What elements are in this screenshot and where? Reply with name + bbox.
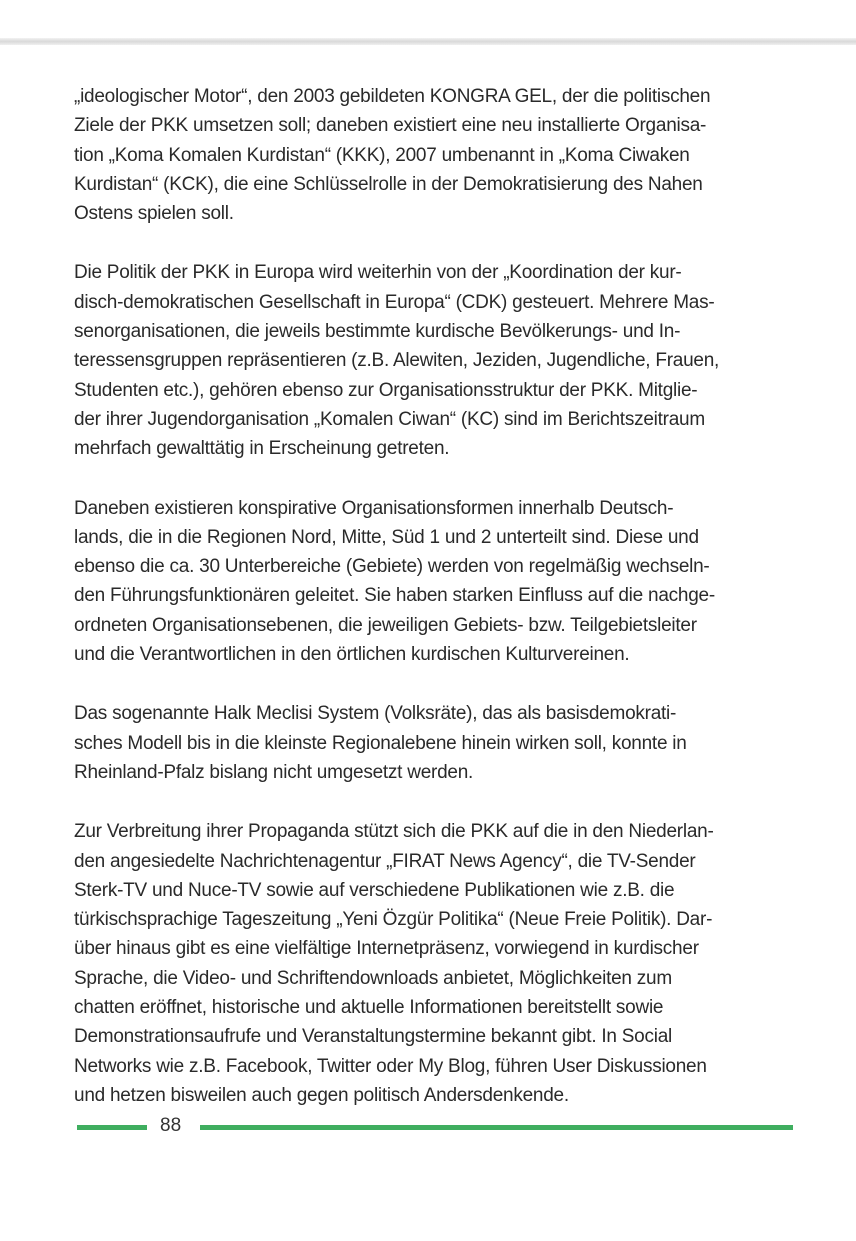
text-line: „ideologischer Motor“, den 2003 gebildeten KONGRA GEL, der die politischen [74,86,711,107]
text-line: Sterk-TV und Nuce-TV sowie auf verschiedene Publikationen wie z.B. die [74,879,675,901]
page-body [74,82,794,1140]
text-line: Die Politik der PKK in Europa wird weiterhin von der „Koordination der kur- [74,262,682,284]
text-line: Studenten etc.), gehören ebenso zur Organisationsstruktur der PKK. Mitglie- [74,379,698,401]
footer-accent-bar-left [77,1125,147,1130]
text-line: mehrfach gewalttätig in Erscheinung getreten. [74,438,450,460]
text-line: sches Modell bis in die kleinste Regionalebene hinein wirken soll, konnte in [74,732,687,754]
footer-accent-bar-right [200,1125,793,1130]
text-line: und die Verantwortlichen in den örtlichen kurdischen Kulturvereinen. [74,644,630,666]
text-line: Daneben existieren konspirative Organisationsformen innerhalb Deutsch- [74,497,674,519]
text-line: ordneten Organisationsebenen, die jeweiligen Gebiets- bzw. Teilgebietsleiter [74,614,697,636]
text-line: lands, die in die Regionen Nord, Mitte, Süd 1 und 2 unterteilt sind. Diese und [74,526,699,548]
text-line: den Führungsfunktionären geleitet. Sie haben starken Einfluss auf die nachge- [74,585,715,607]
page-number: 88 [160,1115,182,1136]
text-line: über hinaus gibt es eine vielfältige Internetpräsenz, vorwiegend in kurdischer [74,938,699,960]
paragraph-4 [74,699,794,787]
text-line: Kurdistan“ (KCK), die eine Schlüsselrolle in der Demokratisierung des Nahen [74,173,703,195]
text-line: und hetzen bisweilen auch gegen politisch Andersdenkende. [74,1084,569,1106]
paragraph-1 [74,82,794,228]
text-line: den angesiedelte Nachrichtenagentur „FIRAT News Agency“, die TV-Sender [74,850,696,872]
text-line: teressensgruppen repräsentieren (z.B. Alewiten, Jeziden, Jugendliche, Frauen, [74,350,720,372]
text-line: Ziele der PKK umsetzen soll; daneben existiert eine neu installierte Organisa- [74,115,707,137]
text-line: disch-demokratischen Gesellschaft in Europa“ (CDK) gesteuert. Mehrere Mas- [74,291,715,313]
text-line: Networks wie z.B. Facebook, Twitter oder My Blog, führen User Diskussionen [74,1055,707,1077]
paragraph-5 [74,817,794,1110]
text-line: Ostens spielen soll. [74,203,234,225]
text-line: Das sogenannte Halk Meclisi System (Volksräte), das als basisdemokrati- [74,703,677,725]
text-line: Zur Verbreitung ihrer Propaganda stützt sich die PKK auf die in den Niederlan- [74,821,714,843]
text-line: Rheinland-Pfalz bislang nicht umgesetzt werden. [74,761,474,783]
text-line: senorganisationen, die jeweils bestimmte kurdische Bevölkerungs- und In- [74,321,681,343]
text-line: Sprache, die Video- und Schriftendownloads anbietet, Möglichkeiten zum [74,967,672,989]
paragraph-2 [74,258,794,463]
text-line: tion „Koma Komalen Kurdistan“ (KKK), 2007 umbenannt in „Koma Ciwaken [74,144,690,166]
text-line: chatten eröffnet, historische und aktuelle Informationen bereitstellt sowie [74,997,664,1019]
paragraph-3 [74,494,794,670]
text-line: türkischsprachige Tageszeitung „Yeni Özgür Politika“ (Neue Freie Politik). Dar- [74,909,713,931]
text-line: ebenso die ca. 30 Unterbereiche (Gebiete) werden von regelmäßig wechseln- [74,556,710,578]
header-rule [0,38,856,45]
text-line: Demonstrationsaufrufe und Veranstaltungstermine bekannt gibt. In Social [74,1026,673,1048]
text-line: der ihrer Jugendorganisation „Komalen Ciwan“ (KC) sind im Berichtszeitraum [74,408,705,430]
page-footer [0,1112,856,1142]
